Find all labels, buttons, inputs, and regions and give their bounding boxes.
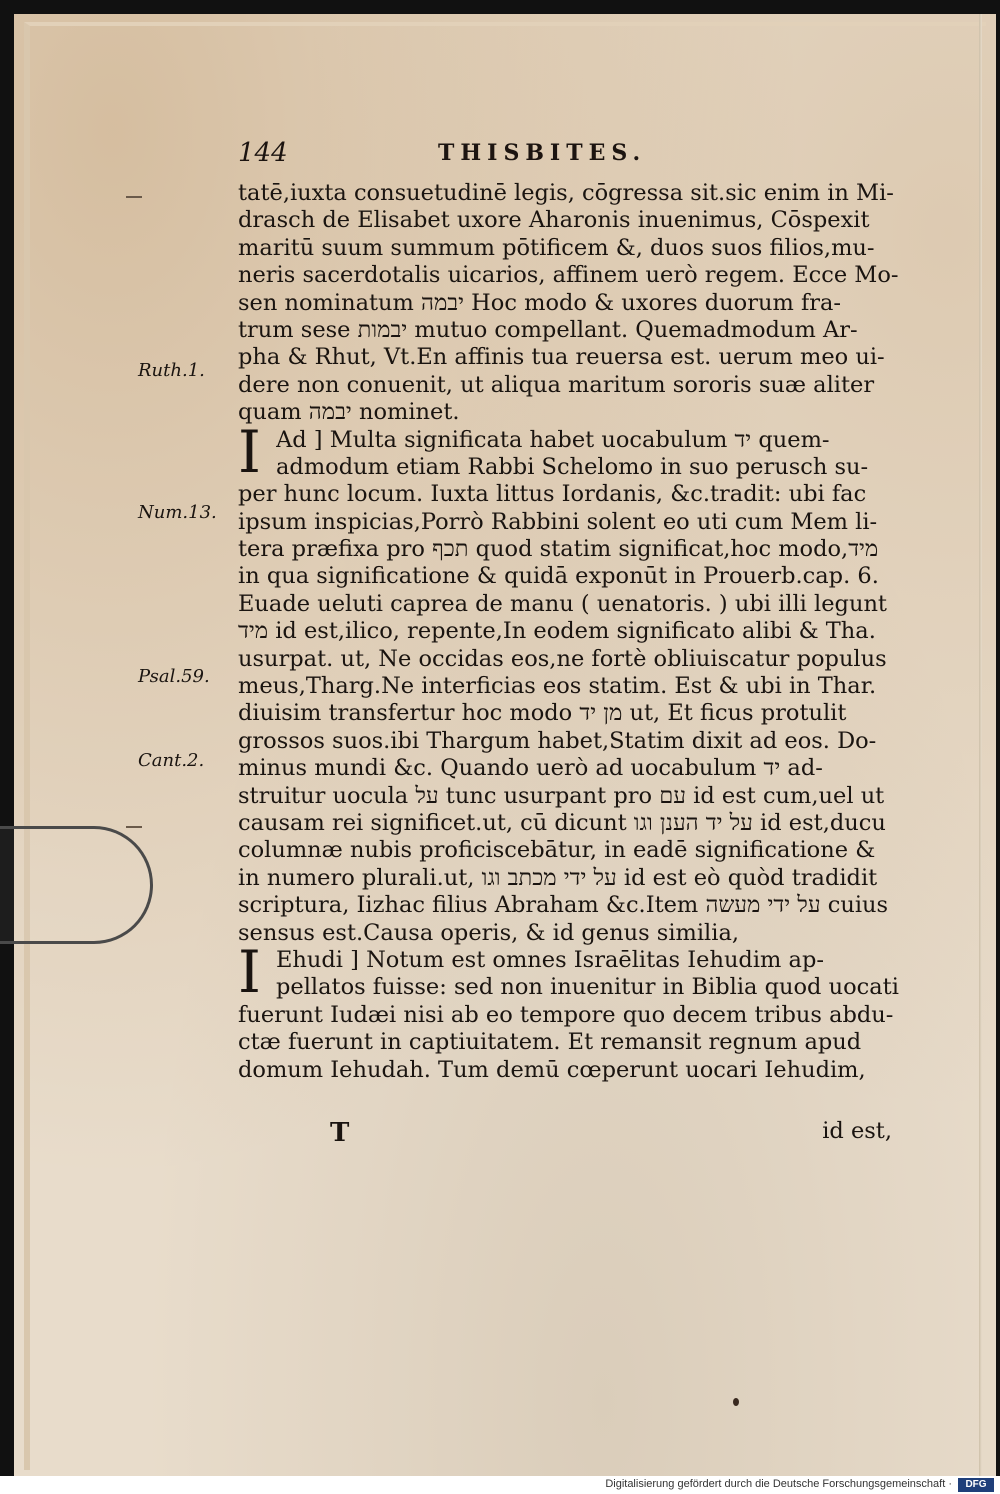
margin-dash [126,826,142,828]
drop-initial: I [238,417,261,486]
catchword: id est, [822,1118,892,1144]
text-line: neris sacerdotalis uicarios, affinem uerò regem. Ecce Mo- [238,262,899,289]
page-clip [0,826,153,944]
text-line: meus,Tharg.Ne interficias eos statim. Est & ubi in Thar. [238,673,877,700]
ink-speck [733,1398,739,1406]
paragraph-1 [238,180,906,427]
text-line: tatē,iuxta consuetudinē legis, cōgressa sit.sic enim in Mi- [238,180,894,206]
text-line: Euade ueluti caprea de manu ( uenatoris. ) ubi illi legunt [238,590,887,617]
text-line: causam rei significet.ut, cū dicunt על יד הענן וגו id est,ducu [238,809,886,836]
text-line: ctæ fuerunt in captiuitatem. Et remansit regnum apud [238,1029,862,1056]
text-line: scriptura, Iizhac filius Abraham &c.Item על ידי מעשה cuius [238,892,889,919]
text-line: admodum etiam Rabbi Schelomo in suo perusch su- [276,453,869,480]
text-line: per hunc locum. Iuxta littus Iordanis, &c.tradit: ubi fac [238,481,867,508]
running-title: THISBITES. [438,140,647,166]
text-line: ipsum inspicias,Porrò Rabbini solent eo uti cum Mem li- [238,508,878,535]
text-line: tera præfixa pro תכף quod statim significat,hoc modo,מיד [238,536,879,563]
paragraph-3 [238,937,906,1084]
margin-dash [126,196,142,198]
page-header [238,138,906,172]
text-line: domum Iehudah. Tum demū cœperunt uocari Iehudim, [238,1056,866,1083]
text-line: sensus est.Causa operis, & id genus similia, [238,919,740,946]
text-line: dere non conuenit, ut aliqua maritum sororis suæ aliter [238,371,875,398]
credit-text: Digitalisierung gefördert durch die Deutsche Forschungsgemeinschaft · [605,1478,952,1490]
text-line: Ad ] Multa significata habet uocabulum יד quem- [276,426,830,453]
text-line: מיד id est,ilico, repente,In eodem significato alibi & Tha. [238,618,876,645]
text-line: diuisim transfertur hoc modo מן יד ut, Et ficus protulit [238,700,847,727]
dfg-logo-icon: DFG [958,1478,994,1492]
text-line: Ehudi ] Notum est omnes Israēlitas Iehudim ap- [276,946,824,973]
drop-initial: I [238,937,261,1006]
credit-bar [0,1476,1000,1494]
page-fold [979,14,982,1476]
text-line: fuerunt Iudæi nisi ab eo tempore quo decem tribus abdu- [238,1001,894,1028]
text-line: struitur uocula על tunc usurpant pro עם id est cum,uel ut [238,782,885,809]
text-line: columnæ nubis proficiscebātur, in eadē significatione & [238,837,876,864]
text-line: pellatos fuisse: sed non inuenitur in Biblia quod uocati [276,974,899,1001]
margin-note-psal: Psal.59. [138,666,210,687]
text-line: sen nominatum יבמה Hoc modo & uxores duorum fra- [238,289,842,316]
margin-note-ruth: Ruth.1. [138,360,205,381]
margin-note-num: Num.13. [138,502,217,523]
page-number: 144 [238,138,288,168]
margin-note-cant: Cant.2. [138,750,205,771]
text-line: maritū suum summum pōtificem &, duos suos filios,mu- [238,234,875,261]
text-line: in qua significatione & quidā exponūt in Prouerb.cap. 6. [238,563,879,590]
text-line: grossos suos.ibi Thargum habet,Statim dixit ad eos. Do- [238,727,877,754]
text-line: trum sese יבמות mutuo compellant. Quemadmodum Ar- [238,316,858,343]
text-line: drasch de Elisabet uxore Aharonis inuenimus, Cōspexit [238,207,870,234]
text-line: pha & Rhut, Vt.En affinis tua reuersa est. uerum meo ui- [238,344,885,371]
body-text [238,180,906,1084]
paragraph-2 [238,417,906,947]
page-footer [238,1118,906,1150]
text-line: quam יבמה nominet. [238,399,460,426]
text-line: in numero plurali.ut, על ידי מכתב וגו id est eò quòd tradidit [238,864,878,891]
signature-mark: T [330,1118,350,1148]
text-line: usurpat. ut, Ne occidas eos,ne fortè obliuiscatur populus [238,645,887,672]
text-line: minus mundi &c. Quando uerò ad uocabulum יד ad- [238,755,823,782]
